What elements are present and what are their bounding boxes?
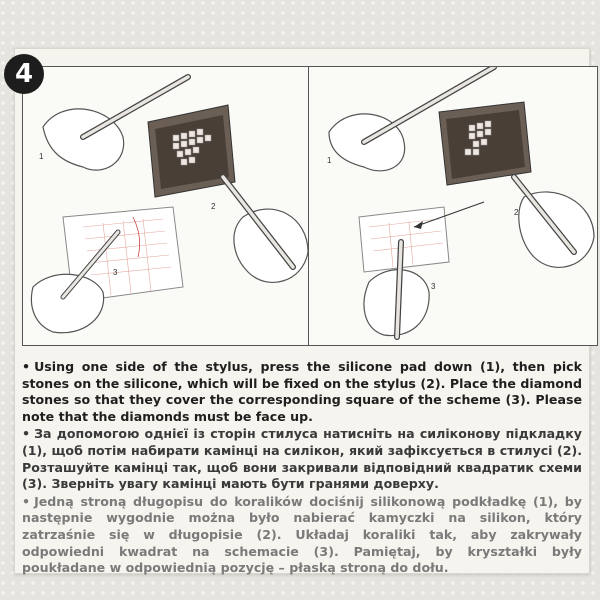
illustration-right-drawing [309, 67, 597, 345]
illustration-left-label-1: 1 [39, 152, 44, 161]
instructions-polish-text: Jedną stroną długopisu do koralików dociśnij silikonową podkładkę (1), by następnie wygodnie można było nabierać kamyczki na silikon, który zatrzaśnie się w długopisie (2). Układaj koraliki tak, aby zakrywały odpowiedni kwadrat na schemacie (3). Pamiętaj, by kryształki były poukładane w odpowiednią pozycję – płaską stroną do dołu. [22, 493, 582, 576]
instructions-ukrainian-text: За допомогою однієї із сторін стилуса натисніть на силіконову підкладку (1), щоб потім набирати камінці на силікон, який зафіксується в стилусі (2). Розташуйте камінці так, щоб вони закривали відповідний квадратик схеми (3). Зверніть увагу камінці мають бути гранями доверху. [22, 426, 582, 492]
instructions-polish [22, 494, 582, 577]
instructions-english [22, 359, 582, 425]
illustration-left-drawing [23, 67, 311, 345]
illustration-right-label-2: 2 [514, 208, 519, 217]
illustration-right-label-3: 3 [431, 282, 436, 291]
illustration-right [308, 66, 598, 346]
instructions-ukrainian [22, 426, 582, 492]
bullet-ukrainian: • [22, 426, 31, 442]
illustration-right-label-1: 1 [327, 156, 332, 165]
illustration-left [22, 66, 312, 346]
bullet-english: • [22, 359, 31, 374]
instructions-english-text: Using one side of the stylus, press the silicone pad down (1), then pick stones on the silicone, which will be fixed on the stylus (2). Place the diamond stones so that they cover the corresponding square of the scheme (3). Please note that the diamonds must be face up. [22, 359, 582, 424]
illustration-left-label-3: 3 [113, 268, 118, 277]
instructions-text [22, 359, 582, 578]
step-number-badge: 4 [4, 54, 44, 94]
illustration-left-label-2: 2 [211, 202, 216, 211]
bullet-polish: • [22, 493, 31, 509]
